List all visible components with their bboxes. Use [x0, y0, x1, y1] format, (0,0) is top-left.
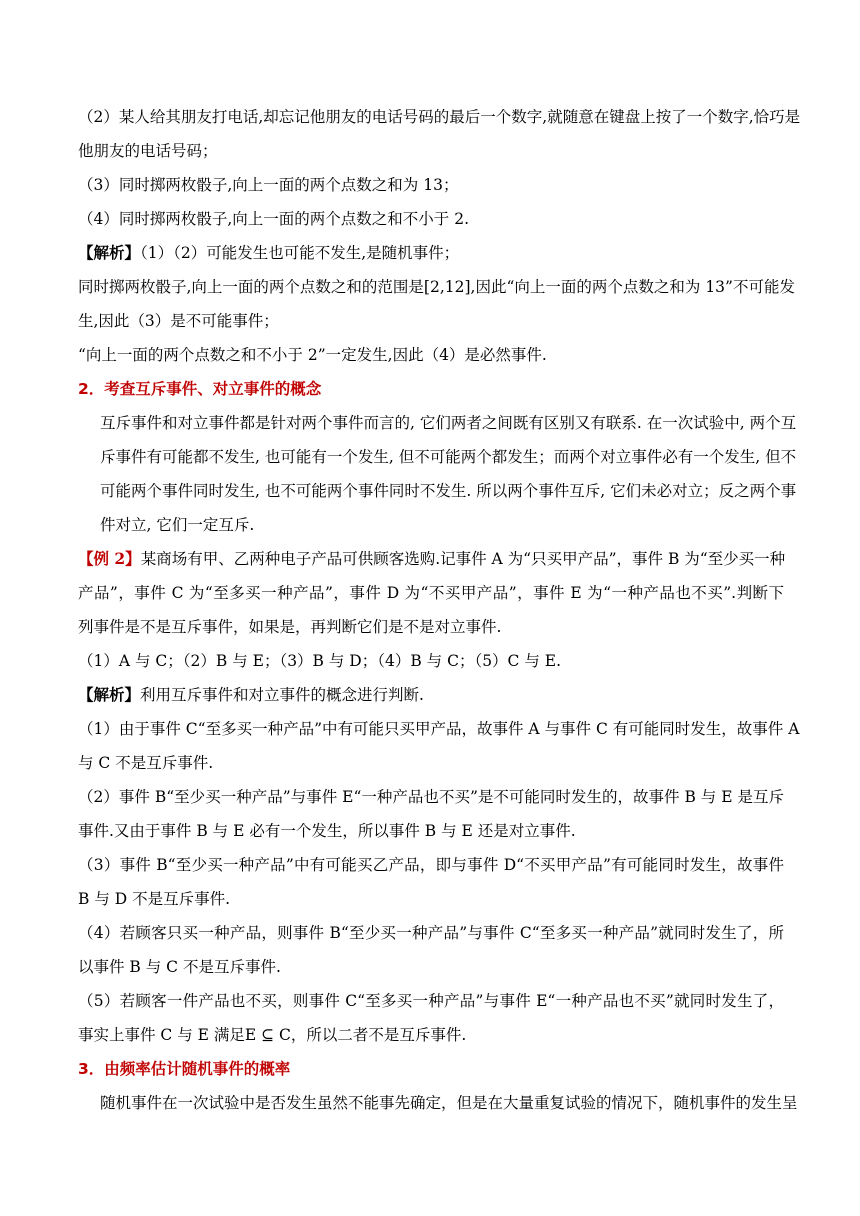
text-line: 他朋友的电话号码； — [78, 142, 218, 160]
text-line: 以事件 B 与 C 不是互斥事件. — [78, 958, 281, 976]
text-line: （2）事件 B“至少买一种产品”与事件 E“一种产品也不买”是不可能同时发生的，故事件 B 与 E 是互斥 — [78, 788, 784, 806]
text-line: “向上一面的两个点数之和不小于 2”一定发生,因此（4）是必然事件. — [78, 346, 547, 364]
text-line: 列事件是不是互斥事件，如果是，再判断它们是不是对立事件. — [78, 618, 502, 636]
text-line: 事实上事件 C 与 E 满足E ⊆ C，所以二者不是互斥事件. — [78, 1026, 467, 1044]
text-line: 与 C 不是互斥事件. — [78, 754, 214, 772]
section-heading: 3．由频率估计随机事件的概率 — [78, 1060, 291, 1078]
text-line: 同时掷两枚骰子,向上一面的两个点数之和的范围是[2,12],因此“向上一面的两个点数之和为 13”不可能发 — [78, 278, 795, 296]
example-tag: 【例 2】 — [78, 549, 141, 568]
text-span: 某商场有甲、乙两种电子产品可供顾客选购.记事件 A 为“只买甲产品”，事件 B 为“至少买一种 — [140, 550, 786, 568]
solution-tag: 【解析】 — [78, 243, 141, 262]
document-page — [78, 100, 801, 1120]
text-line: 事件.又由于事件 B 与 E 必有一个发生，所以事件 B 与 E 还是对立事件. — [78, 822, 576, 840]
text-line: 件对立, 它们一定互斥. — [100, 516, 255, 534]
text-line: 互斥事件和对立事件都是针对两个事件而言的, 它们两者之间既有区别又有联系. 在一次试验中, 两个互 — [100, 414, 797, 432]
text-line: 可能两个事件同时发生, 也不可能两个事件同时不发生. 所以两个事件互斥, 它们未必对立；反之两个事 — [100, 482, 797, 500]
example-line — [78, 542, 784, 576]
text-line: 生,因此（3）是不可能事件； — [78, 312, 279, 330]
solution-line — [78, 678, 784, 712]
text-span: 利用互斥事件和对立事件的概念进行判断. — [140, 686, 424, 704]
text-line: （4）若顾客只买一种产品，则事件 B“至少买一种产品”与事件 C“至多买一种产品”就同时发生了，所 — [78, 924, 784, 942]
text-span: （1）（2）可能发生也可能不发生,是随机事件； — [140, 244, 460, 262]
text-line: （4）同时掷两枚骰子,向上一面的两个点数之和不小于 2. — [78, 210, 470, 228]
solution-tag: 【解析】 — [78, 685, 141, 704]
text-line: 产品”，事件 C 为“至多买一种产品”，事件 D 为“不买甲产品”，事件 E 为“一种产品也不买”.判断下 — [78, 584, 784, 602]
text-line: （2）某人给其朋友打电话,却忘记他朋友的电话号码的最后一个数字,就随意在键盘上按了一个数字,恰巧是 — [78, 108, 801, 126]
text-line: （3）事件 B“至少买一种产品”中有可能买乙产品，即与事件 D“不买甲产品”有可能同时发生，故事件 — [78, 856, 784, 874]
solution-line — [78, 236, 784, 270]
text-line: （1）A 与 C；（2）B 与 E；（3）B 与 D；（4）B 与 C；（5）C 与 E. — [78, 652, 562, 670]
text-line: （3）同时掷两枚骰子,向上一面的两个点数之和为 13； — [78, 176, 459, 194]
text-line: （1）由于事件 C“至多买一种产品”中有可能只买甲产品，故事件 A 与事件 C 有可能同时发生，故事件 A — [78, 720, 800, 738]
text-line: （5）若顾客一件产品也不买，则事件 C“至多买一种产品”与事件 E“一种产品也不买”就同时发生了， — [78, 992, 784, 1010]
section-heading: 2．考查互斥事件、对立事件的概念 — [78, 380, 322, 398]
text-line: 斥事件有可能都不发生, 也可能有一个发生, 但不可能两个都发生；而两个对立事件必有一个发生, 但不 — [100, 448, 797, 466]
text-line: B 与 D 不是互斥事件. — [78, 890, 231, 908]
text-line: 随机事件在一次试验中是否发生虽然不能事先确定，但是在大量重复试验的情况下，随机事件的发生呈 — [100, 1094, 798, 1112]
